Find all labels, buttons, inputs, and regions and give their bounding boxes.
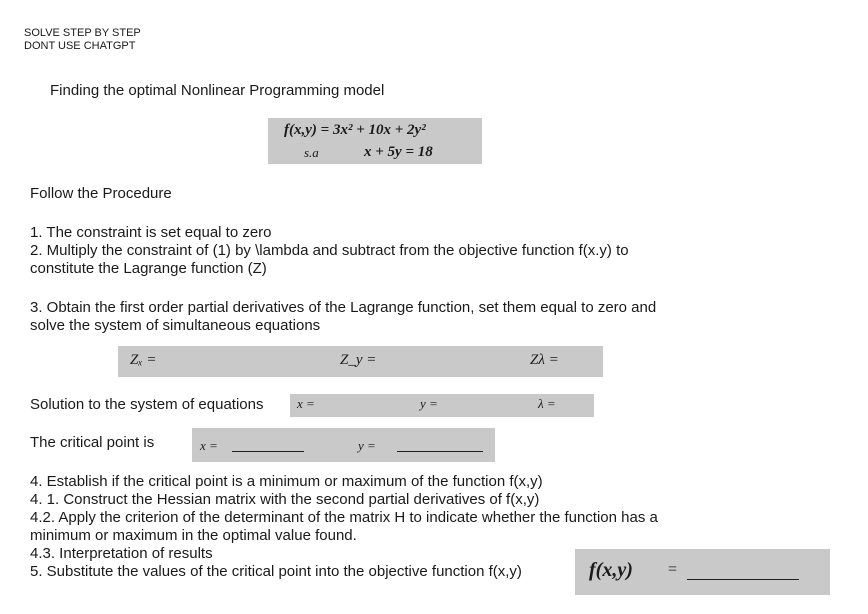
problem-title: Finding the optimal Nonlinear Programming model bbox=[50, 82, 385, 99]
step-2-line-1: 2. Multiply the constraint of (1) by \lambda and subtract from the objective function f(x.y) to bbox=[30, 242, 629, 259]
step-5: 5. Substitute the values of the critical point into the objective function f(x,y) bbox=[30, 563, 522, 580]
objective-function: f(x,y) = 3x² + 10x + 2y² bbox=[284, 122, 426, 138]
objective-value-box bbox=[575, 549, 830, 595]
constraint-equation: x + 5y = 18 bbox=[364, 144, 433, 160]
step-4-line-3: 4.2. Apply the criterion of the determinant of the matrix H to indicate whether the function has a bbox=[30, 509, 658, 526]
subject-to-label: s.a bbox=[304, 145, 319, 160]
partials-box bbox=[118, 346, 603, 377]
model-box bbox=[268, 118, 482, 164]
critical-x-label: x = bbox=[200, 438, 218, 453]
step-2-line-2: constitute the Lagrange function (Z) bbox=[30, 260, 267, 277]
note-dont-use-chatgpt: DONT USE CHATGPT bbox=[24, 40, 136, 52]
step-4-line-4: minimum or maximum in the optimal value found. bbox=[30, 527, 357, 544]
procedure-heading: Follow the Procedure bbox=[30, 185, 172, 202]
note-solve-step-by-step: SOLVE STEP BY STEP bbox=[24, 27, 141, 39]
step-4-line-1: 4. Establish if the critical point is a minimum or maximum of the function f(x,y) bbox=[30, 473, 543, 490]
critical-y-blank[interactable] bbox=[397, 439, 483, 452]
solution-box bbox=[290, 394, 594, 417]
step-3-line-1: 3. Obtain the first order partial derivatives of the Lagrange function, set them equal to zero and bbox=[30, 299, 657, 316]
step-4-line-2: 4. 1. Construct the Hessian matrix with the second partial derivatives of f(x,y) bbox=[30, 491, 540, 508]
critical-point-label: The critical point is bbox=[30, 434, 155, 451]
partial-zx: Zₓ = bbox=[130, 352, 157, 368]
solution-lambda: λ = bbox=[538, 396, 556, 411]
partial-zy: Z_y = bbox=[340, 352, 377, 368]
objective-value-equals: = bbox=[667, 561, 678, 578]
solution-x: x = bbox=[297, 396, 315, 411]
objective-value-label: f(x,y) bbox=[589, 559, 633, 581]
step-1: 1. The constraint is set equal to zero bbox=[30, 224, 272, 241]
critical-point-box bbox=[192, 428, 495, 462]
solution-label: Solution to the system of equations bbox=[30, 396, 264, 413]
partial-zlambda: Zλ = bbox=[530, 352, 559, 368]
objective-value-blank[interactable] bbox=[687, 565, 799, 580]
step-4-line-5: 4.3. Interpretation of results bbox=[30, 545, 213, 562]
critical-x-blank[interactable] bbox=[232, 439, 304, 452]
step-3-line-2: solve the system of simultaneous equations bbox=[30, 317, 321, 334]
critical-y-label: y = bbox=[358, 438, 376, 453]
solution-y: y = bbox=[420, 396, 438, 411]
